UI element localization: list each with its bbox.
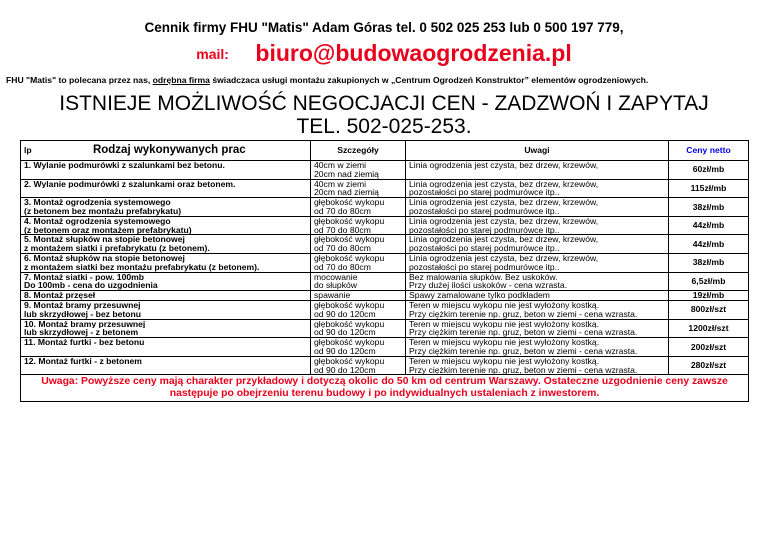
details-cell: głębokość wykopu <box>311 356 406 365</box>
footer-row <box>21 375 749 402</box>
work-cell: 9. Montaż bramy przesuwnej <box>21 300 311 309</box>
price-cell: 38zł/mb <box>669 198 749 217</box>
notes-cell: Przy ciężkim terenie np. gruz, beton w ziemi - cena wzrasta. <box>406 347 669 356</box>
details-cell: głębokość wykopu <box>311 198 406 207</box>
work-cell: 10. Montaż bramy przesuwnej <box>21 319 311 328</box>
price-cell: 19zł/mb <box>669 291 749 301</box>
notes-cell: Teren w miejscu wykopu nie jest wyłożony kostką. <box>406 300 669 309</box>
notes-cell: Linia ogrodzenia jest czysta, bez drzew, krzewów, <box>406 198 669 207</box>
work-cell: 5. Montaż słupków na stopie betonowej <box>21 235 311 244</box>
notes-cell: Linia ogrodzenia jest czysta, bez drzew, krzewów, <box>406 161 669 170</box>
notes-cell: pozostałości po starej podmurówce itp.. <box>406 188 669 197</box>
work-cell: lub skrzydłowej - z betonem <box>21 328 311 337</box>
details-cell: 20cm nad ziemią <box>311 170 406 179</box>
notes-cell: Linia ogrodzenia jest czysta, bez drzew, krzewów, <box>406 179 669 188</box>
details-cell: głębokość wykopu <box>311 300 406 309</box>
work-cell <box>21 366 311 375</box>
work-cell: 2. Wylanie podmurówki z szalunkami oraz betonem. <box>21 179 311 188</box>
notes-cell: Przy ciężkim terenie np. gruz, beton w ziemi - cena wzrasta. <box>406 328 669 337</box>
details-cell: 20cm nad ziemią <box>311 188 406 197</box>
table-row <box>21 170 749 179</box>
column-notes: Uwagi <box>406 141 669 161</box>
price-cell: 44zł/mb <box>669 235 749 254</box>
details-cell: od 90 do 120cm <box>311 366 406 375</box>
notes-cell: Teren w miejscu wykopu nie jest wyłożony kostką. <box>406 338 669 347</box>
details-cell: głębokość wykopu <box>311 253 406 262</box>
price-cell: 38zł/mb <box>669 253 749 272</box>
notes-cell <box>406 170 669 179</box>
work-cell: (z betonem bez montażu prefabrykatu) <box>21 207 311 216</box>
details-cell: głębokość wykopu <box>311 319 406 328</box>
table-row <box>21 207 749 216</box>
description-suffix: świadczaca usługi montażu zakupionych w „Centrum Ogrodzeń Konstruktor” elementów ogrodzeniowych. <box>209 75 649 85</box>
company-header: Cennik firmy FHU "Matis" Adam Góras tel. 0 502 025 253 lub 0 500 197 779, <box>144 20 624 35</box>
table-row <box>21 216 749 225</box>
mail-label: mail: <box>196 45 229 62</box>
negotiation-banner <box>0 92 768 138</box>
header-work-cell <box>21 141 311 161</box>
work-cell: Do 100mb - cena do uzgodnienia <box>21 281 311 290</box>
table-row <box>21 263 749 272</box>
work-cell <box>21 170 311 179</box>
details-cell: od 70 do 80cm <box>311 244 406 253</box>
details-cell: do słupków <box>311 281 406 290</box>
details-cell: od 90 do 120cm <box>311 310 406 319</box>
notes-cell: pozostałości po starej podmurówce itp.. <box>406 244 669 253</box>
column-details: Szczegóły <box>311 141 406 161</box>
details-cell: od 90 do 120cm <box>311 328 406 337</box>
company-description <box>6 75 766 85</box>
notes-cell: pozostałości po starej podmurówce itp.. <box>406 263 669 272</box>
details-cell: od 90 do 120cm <box>311 347 406 356</box>
table-row <box>21 291 749 301</box>
price-table <box>20 140 749 402</box>
footer-note: Uwaga: Powyższe ceny mają charakter przykładowy i dotyczą okolic do 50 km od centrum Warszawy. Ostateczne uzgodnienie ceny zawsze następuje po obejrzeniu terenu budowy i po indywidualnych ustaleniach z inwestorem. <box>21 375 749 402</box>
table-row <box>21 356 749 365</box>
notes-cell: Przy ciężkim terenie np. gruz, beton w ziemi - cena wzrasta. <box>406 366 669 375</box>
table-row <box>21 310 749 319</box>
price-cell: 280zł/szt <box>669 356 749 375</box>
price-cell: 800zł/szt <box>669 300 749 319</box>
table-row <box>21 188 749 197</box>
table-row <box>21 179 749 188</box>
work-cell <box>21 188 311 197</box>
work-cell: 4. Montaż ogrodzenia systemowego <box>21 216 311 225</box>
negotiation-line-2: TEL. 502-025-253. <box>296 115 472 138</box>
notes-cell: Spawy zamalowane tylko podkładem <box>406 291 669 301</box>
price-cell: 6,5zł/mb <box>669 272 749 291</box>
table-row <box>21 226 749 235</box>
table-row <box>21 235 749 244</box>
mail-address-link[interactable]: biuro@budowaogrodzenia.pl <box>255 40 572 66</box>
table-row <box>21 319 749 328</box>
work-cell: (z betonem oraz montażem prefabrykatu) <box>21 226 311 235</box>
work-cell: 11. Montaż furtki - bez betonu <box>21 338 311 347</box>
price-cell: 1200zł/szt <box>669 319 749 338</box>
notes-cell: Teren w miejscu wykopu nie jest wyłożony kostką. <box>406 319 669 328</box>
table-row <box>21 272 749 281</box>
table-row <box>21 281 749 290</box>
notes-cell: Przy dużej ilości uskoków - cena wzrasta. <box>406 281 669 290</box>
table-row <box>21 300 749 309</box>
details-cell: spawanie <box>311 291 406 301</box>
details-cell: od 70 do 80cm <box>311 263 406 272</box>
column-work: Rodzaj wykonywanych prac <box>92 144 246 157</box>
details-cell: od 70 do 80cm <box>311 207 406 216</box>
notes-cell: Linia ogrodzenia jest czysta, bez drzew, krzewów, <box>406 216 669 225</box>
notes-cell: Przy ciężkim terenie np. gruz, beton w ziemi - cena wzrasta. <box>406 310 669 319</box>
column-lp: lp <box>24 145 32 156</box>
notes-cell: Linia ogrodzenia jest czysta, bez drzew, krzewów, <box>406 235 669 244</box>
work-cell: 1. Wylanie podmurówki z szalunkami bez betonu. <box>21 161 311 170</box>
notes-cell: pozostałości po starej podmurówce itp.. <box>406 226 669 235</box>
work-cell: 6. Montaż słupków na stopie betonowej <box>21 253 311 262</box>
table-row <box>21 347 749 356</box>
notes-cell: Linia ogrodzenia jest czysta, bez drzew, krzewów, <box>406 253 669 262</box>
table-row <box>21 244 749 253</box>
table-row <box>21 253 749 262</box>
negotiation-line-1: ISTNIEJE MOŻLIWOŚĆ NEGOCJACJI CEN - ZADZWOŃ I ZAPYTAJ <box>59 92 709 115</box>
details-cell: mocowanie <box>311 272 406 281</box>
table-row <box>21 198 749 207</box>
details-cell: głębokość wykopu <box>311 235 406 244</box>
mail-line <box>0 40 768 67</box>
table-row <box>21 338 749 347</box>
details-cell: od 70 do 80cm <box>311 226 406 235</box>
details-cell: 40cm w ziemi <box>311 179 406 188</box>
notes-cell: pozostałości po starej podmurówce itp.. <box>406 207 669 216</box>
price-cell: 60zł/mb <box>669 161 749 180</box>
notes-cell: Teren w miejscu wykopu nie jest wyłożony kostką. <box>406 356 669 365</box>
column-price: Ceny netto <box>669 141 749 161</box>
description-prefix: FHU "Matis" to polecana przez nas, <box>6 75 153 85</box>
details-cell: głębokość wykopu <box>311 216 406 225</box>
details-cell: 40cm w ziemi <box>311 161 406 170</box>
work-cell: lub skrzydłowej - bez betonu <box>21 310 311 319</box>
details-cell: głębokość wykopu <box>311 338 406 347</box>
description-underlined: odrębna firma <box>152 75 210 85</box>
notes-cell: Bez malowania słupków. Bez uskoków. <box>406 272 669 281</box>
price-cell: 115zł/mb <box>669 179 749 198</box>
table-row <box>21 161 749 170</box>
work-cell <box>21 347 311 356</box>
table-header-row <box>21 141 749 161</box>
price-cell: 200zł/szt <box>669 338 749 357</box>
work-cell: 3. Montaż ogrodzenia systemowego <box>21 198 311 207</box>
price-cell: 44zł/mb <box>669 216 749 235</box>
work-cell: z montażem siatki i prefabrykatu (z betonem). <box>21 244 311 253</box>
work-cell: z montażem siatki bez montażu prefabrykatu (z betonem). <box>21 263 311 272</box>
work-cell: 8. Montaż przęseł <box>21 291 311 301</box>
work-cell: 12. Montaż furtki - z betonem <box>21 356 311 365</box>
table-row <box>21 328 749 337</box>
table-row <box>21 366 749 375</box>
work-cell: 7. Montaż siatki - pow. 100mb <box>21 272 311 281</box>
